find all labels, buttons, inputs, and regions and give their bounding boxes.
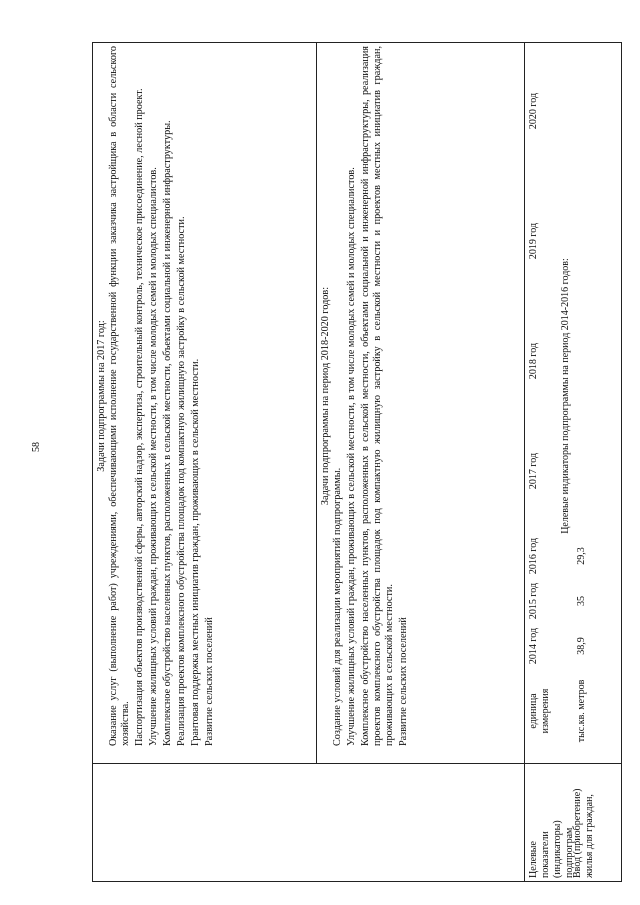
row-divider bbox=[524, 42, 525, 882]
task-item: Создание условий для реализации мероприятий подпрограммы. bbox=[332, 467, 343, 746]
task-item: Реализация проектов комплексного обустройства площадок под компактную жилищную застройку в сельской местности. bbox=[176, 216, 187, 746]
task-item: Комплексное обустройство населенных пунктов, расположенных в сельской местности, объектами социальной и инженерной инфраструктуры, реализация проектов комплексного обустройства площадок под компактную жилищную застройку в сельской местности и проектов местных инициатив граждан, проживающих в сельской местности. bbox=[360, 46, 395, 746]
indicators-caption: Целевые индикаторы подпрограммы на период 2014-2016 годов: bbox=[560, 258, 571, 534]
page-number: 58 bbox=[31, 442, 42, 452]
unit-header: единица измерения bbox=[528, 688, 551, 734]
column-divider bbox=[92, 763, 622, 764]
tasks-2018-2020-section bbox=[320, 46, 412, 746]
label-line: Целевые bbox=[528, 841, 539, 878]
indicator-value: 35 bbox=[576, 596, 587, 606]
year-header: 2020 год bbox=[528, 92, 539, 130]
tasks-2017-section bbox=[96, 46, 218, 746]
indicator-row-unit: тыс.кв. метров bbox=[576, 679, 587, 743]
task-item: Развитие сельских поселений bbox=[204, 617, 215, 746]
task-item: Развитие сельских поселений bbox=[398, 617, 409, 746]
year-header: 2015 год bbox=[528, 582, 539, 620]
year-header: 2019 год bbox=[528, 222, 539, 260]
tasks-2017-heading: Задачи подпрограммы на 2017 год: bbox=[96, 320, 107, 472]
label-line: подпрограм bbox=[564, 827, 575, 878]
task-item: Улучшение жилищных условий граждан, проживающих в сельской местности, в том числе молодых семей и молодых специалистов. bbox=[148, 167, 159, 746]
document-table bbox=[92, 42, 622, 882]
indicator-value: 29,3 bbox=[576, 547, 587, 565]
indicator-value: 38,9 bbox=[576, 637, 587, 655]
task-item: Комплексное обустройство населенных пунктов, расположенных в сельской местности, объектами социальной и инженерной инфраструктуры. bbox=[162, 120, 173, 746]
task-item: Оказание услуг (выполнение работ) учреждениями, обеспечивающими исполнение государственной функции заказчика застройщика в области сельского хозяйства. bbox=[108, 46, 131, 746]
year-header: 2017 год bbox=[528, 452, 539, 490]
indicator-row-label: Ввод (приобретение) жилья для граждан, bbox=[572, 788, 595, 878]
year-header: 2014 год bbox=[528, 627, 539, 665]
row-divider bbox=[316, 42, 317, 764]
task-item: Грантовая поддержка местных инициатив граждан, проживающих в сельской местности. bbox=[190, 358, 201, 746]
year-header: 2018 год bbox=[528, 342, 539, 380]
task-item: Паспортизация объектов производственной сферы, авторский надзор, экспертиза, строительный контроль, техническое присоединение, лесной проект. bbox=[134, 88, 145, 746]
label-line: (индикаторы) bbox=[552, 820, 563, 878]
tasks-2018-2020-heading: Задачи подпрограммы на период 2018-2020 годов: bbox=[320, 286, 331, 506]
label-line: показатели bbox=[540, 831, 551, 878]
indicators-label bbox=[528, 768, 576, 878]
year-header: 2016 год bbox=[528, 537, 539, 575]
task-item: Улучшение жилищных условий граждан, проживающих в сельской местности, в том числе молодых семей и молодых специалистов. bbox=[346, 167, 357, 746]
